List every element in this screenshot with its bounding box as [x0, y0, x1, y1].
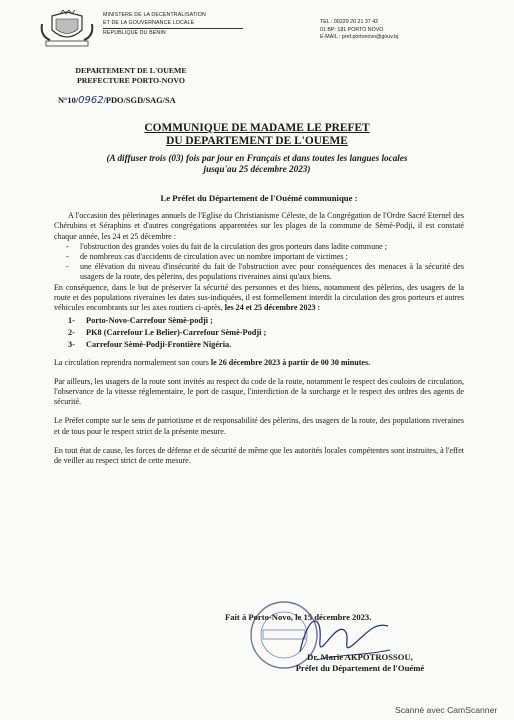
scanner-watermark: Scanné avec CamScanner: [395, 705, 498, 715]
communique-body: [54, 193, 464, 466]
reference-number: [58, 95, 176, 106]
ban-dates: les 24 et 25 décembre 2023 :: [224, 303, 321, 313]
signatory-role: Préfet du Département de l'Ouémé: [295, 663, 425, 673]
route-item: 1- Porto-Novo-Carrefour Sèmè-podji ;: [68, 316, 213, 326]
broadcast-instruction: [0, 153, 514, 175]
route-item: 2- PK8 (Carrefour Le Belier)-Carrefour Sèmè-Podji ;: [68, 328, 267, 338]
ministry-line-2: ET DE LA GOUVERNANCE LOCALE: [103, 19, 195, 26]
email-address: E-MAIL : pref.portonovo@gouv.bj: [320, 34, 399, 41]
dash-bullet: -: [66, 252, 69, 262]
telephone: TEL : 00229 20 21 37 42: [320, 19, 379, 25]
title-line-1: COMMUNIQUE DE MADAME LE PREFET: [144, 122, 370, 134]
ministry-header: [103, 12, 243, 38]
subtitle-line-2: jusqu'au 25 décembre 2023): [203, 164, 311, 174]
list-item: - une élévation du niveau d'insécurité du fait de l'obstruction avec pour conséquences des menaces à la sécurité des usagers de la route, des pèlerins, des populations riveraines ainsi qu'aux biens.: [66, 262, 464, 282]
signatory-name: Dr. Marie AKPOTROSSOU,: [307, 652, 413, 662]
coat-of-arms-icon: [38, 10, 96, 50]
patriotism-paragraph: Le Préfet compte sur le sens de patriotisme et de responsabilité des pèlerins, des usagers de la route, des populations riveraines et de tous pour le respect strict de la présente mesure.: [54, 416, 464, 436]
reference-prefix: N°10/: [58, 96, 79, 105]
department-block: [62, 66, 200, 85]
security-forces-paragraph: En tout état de cause, les forces de défense et de sécurité de même que les autorités locales compétentes sont instruites, à l'effet de veiller au respect strict de cette mesure.: [54, 445, 464, 466]
lead-sentence: Le Préfet du Département de l'Ouémé communique :: [160, 193, 358, 203]
title-line-2: DU DEPARTEMENT DE L'OUEME: [166, 134, 348, 147]
findings-list: [54, 242, 464, 283]
subtitle-line-1: (A diffuser trois (03) fois par jour en Français et dans toutes les langues locales: [106, 153, 408, 163]
list-item: - de nombreux cas d'accidents de circulation avec un nombre important de victimes ;: [66, 252, 348, 262]
signatory-block: [260, 652, 460, 674]
signature-day: 15: [303, 612, 313, 622]
communique-title: [0, 122, 514, 147]
resume-date: le 26 décembre 2023 à partir de 00 30 minutes.: [210, 357, 371, 367]
list-item: - l'obstruction des grandes voies du fait de la circulation des gros porteurs dans ladite commune ;: [66, 241, 387, 251]
intro-paragraph: A l'occasion des pèlerinages annuels de l'Eglise du Christianisme Céleste, de la Congrégation de l'Ordre Sacré Eternel des Chérubins et Séraphins et d'autres congrégations apparentées sur les plages de la commune de Sèmè-Podji, il est constaté chaque année, les 24 et 25 décembre :: [54, 211, 464, 241]
reference-suffix: /PDO/SGD/SAG/SA: [103, 96, 176, 105]
route-item: 3- Carrefour Sèmè-Podji-Frontière Nigéria.: [68, 339, 232, 349]
signature-place-date: Fait à Porto-Novo, le 15 décembre 2023.: [225, 612, 372, 622]
ministry-line-1: MINISTERE DE LA DECENTRALISATION: [103, 12, 206, 18]
contact-block: [320, 19, 398, 42]
republic-label: REPUBLIQUE DU BENIN: [103, 30, 166, 37]
road-users-paragraph: Par ailleurs, les usagers de la route sont invités au respect du code de la route, notamment le respect des couloirs de circulation, l'observance de la vitesse réglementaire, le port de casque, l'interdiction de la surcharge et le respect des ordres des agents de sécurité.: [54, 376, 464, 407]
department-name: DEPARTEMENT DE L'OUEME: [75, 66, 187, 75]
prefecture-name: PREFECTURE PORTO-NOVO: [77, 75, 185, 85]
header-divider: [103, 28, 243, 29]
dash-bullet: -: [66, 262, 69, 272]
reference-handwritten-number: 0962: [78, 95, 104, 106]
postal-box: 01 BP: 181 PORTO NOVO: [320, 26, 384, 33]
resume-paragraph: La circulation reprendra normalement son cours le 26 décembre 2023 à partir de 00 30 minutes.: [54, 357, 371, 367]
routes-list: [54, 315, 464, 350]
dash-bullet: -: [66, 241, 69, 251]
consequence-paragraph: En conséquence, dans le but de préserver la sécurité des personnes et des biens, notamment des pèlerins, des usagers de la route et des populations riveraines les dates sus-indiquées, il est formellement interdit la circulation des gros porteurs et autres véhicules encombrants sur les axes routiers ci-après, les 24 et 25 décembre 2023 :: [54, 282, 464, 313]
